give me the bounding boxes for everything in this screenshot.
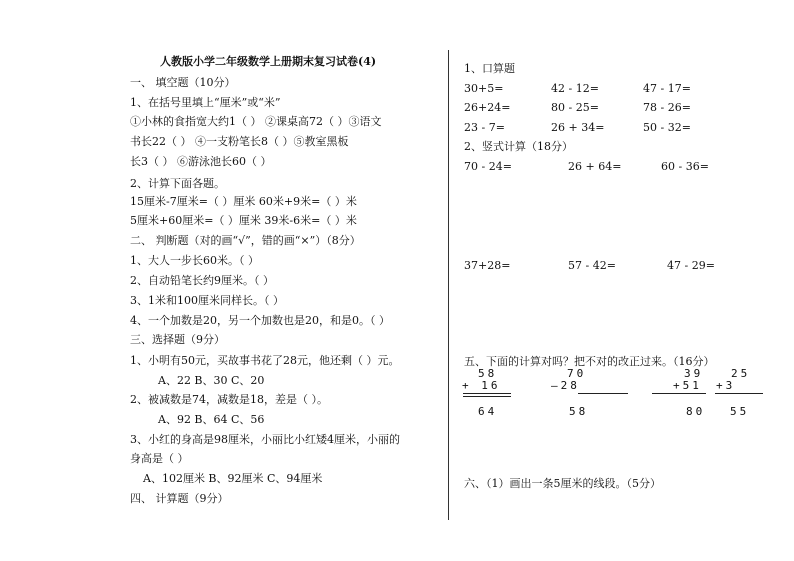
check-2-line — [578, 393, 628, 394]
oral-item: 30+5= — [464, 82, 504, 95]
check-4-top: 25 — [731, 367, 751, 380]
check-2-answer: 58 — [569, 405, 589, 418]
section-1-heading: 一、 填空题（10分） — [130, 76, 236, 89]
s1-q2-line-2: 5厘米+60厘米=（ ）厘米 39米-6米=（ ）米 — [130, 214, 357, 227]
s2-question-1: 1、大人一步长60米。（ ） — [130, 254, 259, 267]
vertical-calc-item: 70 - 24= — [464, 160, 512, 173]
s1-question-1: 1、在括号里填上“厘米”或“米” — [130, 96, 281, 109]
s1-q1-line-2: 书长22（ ） ④一支粉笔长8（ ）⑤教室黑板 — [130, 135, 349, 148]
vertical-calc-item: 47 - 29= — [667, 259, 715, 272]
s3-question-1: 1、小明有50元，买故事书花了28元，他还剩（ ）元。 — [130, 354, 400, 367]
oral-item: 26+24= — [464, 101, 511, 114]
check-2-top: 70 — [567, 367, 587, 380]
s3-question-2: 2、被减数是74，减数是18，差是（ ）。 — [130, 393, 328, 406]
check-3-top: 39 — [684, 367, 704, 380]
check-1-operand: + 16 — [462, 379, 501, 392]
s1-question-2: 2、计算下面各题。 — [130, 177, 225, 190]
check-1-line — [463, 396, 511, 397]
oral-item: 26 + 34= — [551, 121, 605, 134]
s1-q1-line-1: ①小林的食指宽大约1（ ） ②课桌高72（ ）③语文 — [130, 115, 382, 128]
s1-q1-line-3: 长3（ ） ⑥游泳池长60（ ） — [130, 155, 272, 168]
section-3-heading: 三、选择题（9分） — [130, 333, 225, 346]
s2-question-3: 3、1米和100厘米同样长。（ ） — [130, 294, 284, 307]
vertical-calc-item: 26 + 64= — [568, 160, 622, 173]
oral-item: 78 - 26= — [643, 101, 691, 114]
oral-item: 50 - 32= — [643, 121, 691, 134]
vertical-calc-heading: 2、竖式计算（18分） — [464, 140, 573, 153]
oral-item: 47 - 17= — [643, 82, 691, 95]
check-2-operand: —28 — [551, 379, 580, 392]
s3-q1-options: A、22 B、30 C、20 — [158, 374, 265, 387]
s3-q2-options: A、92 B、64 C、56 — [158, 413, 265, 426]
vertical-calc-item: 60 - 36= — [661, 160, 709, 173]
vertical-calc-item: 57 - 42= — [568, 259, 616, 272]
section-6-heading: 六、（1）画出一条5厘米的线段。（5分） — [464, 477, 661, 490]
check-1-answer: 64 — [478, 405, 498, 418]
section-2-heading: 二、 判断题（对的画“√”，错的画“×”）（8分） — [130, 234, 361, 247]
s1-q2-line-1: 15厘米-7厘米=（ ）厘米 60米+9米=（ ）米 — [130, 195, 357, 208]
section-4-heading: 四、 计算题（9分） — [130, 492, 229, 505]
s2-question-2: 2、自动铅笔长约9厘米。（ ） — [130, 274, 274, 287]
column-divider — [448, 50, 449, 520]
oral-item: 42 - 12= — [551, 82, 599, 95]
oral-item: 23 - 7= — [464, 121, 505, 134]
check-4-line — [715, 393, 763, 394]
s2-question-4: 4、一个加数是20，另一个加数也是20，和是0。（ ） — [130, 314, 390, 327]
oral-heading: 1、口算题 — [464, 62, 515, 75]
section-5-heading: 五、下面的计算对吗？把不对的改正过来。（16分） — [464, 355, 715, 368]
s3-question-3-line-1: 3、小红的身高是98厘米，小丽比小红矮4厘米，小丽的 — [130, 433, 400, 446]
page-title: 人教版小学二年级数学上册期末复习试卷(4) — [160, 55, 377, 68]
check-3-operand: +51 — [673, 379, 702, 392]
vertical-calc-item: 37+28= — [464, 259, 511, 272]
oral-item: 80 - 25= — [551, 101, 599, 114]
check-1-line — [463, 393, 511, 394]
s3-q3-options: A、102厘米 B、92厘米 C、94厘米 — [143, 472, 323, 485]
check-4-answer: 55 — [730, 405, 750, 418]
check-3-answer: 80 — [686, 405, 706, 418]
s3-question-3-line-2: 身高是（ ） — [130, 452, 189, 465]
check-1-top: 58 — [478, 367, 498, 380]
check-3-line — [652, 393, 706, 394]
check-4-operand: +3 — [716, 379, 736, 392]
